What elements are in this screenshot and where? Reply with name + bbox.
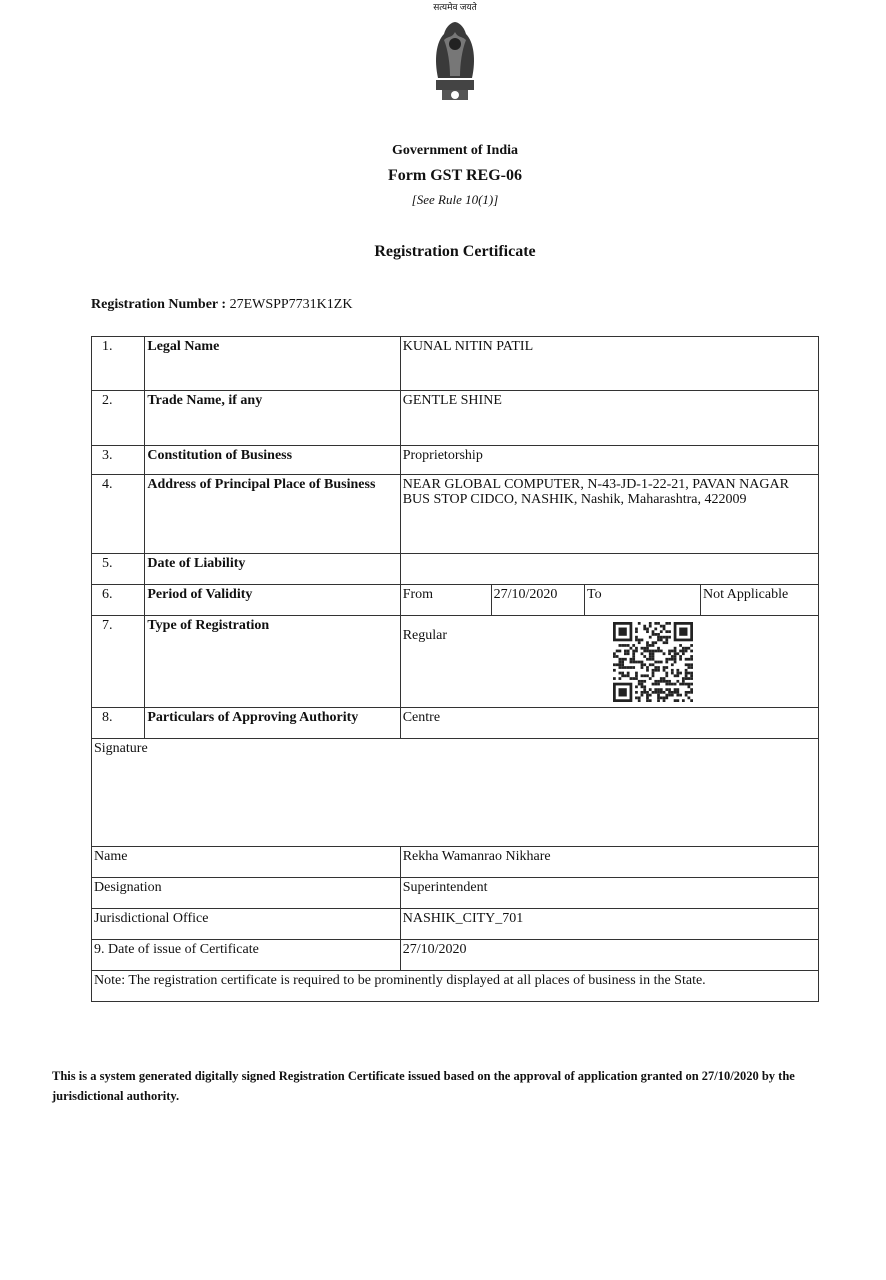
row-number: 5. bbox=[92, 554, 145, 585]
qr-code-icon bbox=[612, 622, 694, 702]
government-heading: Government of India bbox=[392, 143, 518, 158]
signatory-name-label: Name bbox=[92, 847, 401, 878]
certificate-table bbox=[91, 336, 819, 1002]
certificate-title: Registration Certificate bbox=[374, 243, 536, 260]
jurisdictional-office-value: NASHIK_CITY_701 bbox=[400, 909, 818, 940]
row-number: 1. bbox=[92, 337, 145, 391]
validity-label: Period of Validity bbox=[145, 585, 400, 616]
validity-to-label: To bbox=[585, 585, 701, 616]
registration-number-line bbox=[91, 297, 352, 313]
address-value: NEAR GLOBAL COMPUTER, N-43-JD-1-22-21, PAVAN NAGAR BUS STOP CIDCO, NASHIK, Nashik, Maharashtra, 422009 bbox=[400, 475, 818, 554]
table-row bbox=[92, 616, 819, 708]
issue-date-value: 27/10/2020 bbox=[400, 940, 818, 971]
liability-label: Date of Liability bbox=[145, 554, 400, 585]
trade-name-value: GENTLE SHINE bbox=[400, 391, 818, 446]
legal-name-label: Legal Name bbox=[145, 337, 400, 391]
table-row bbox=[92, 940, 819, 971]
note-text: Note: The registration certificate is required to be prominently displayed at all places of business in the State. bbox=[92, 971, 819, 1002]
row-number: 6. bbox=[92, 585, 145, 616]
row-number: 2. bbox=[92, 391, 145, 446]
table-row bbox=[92, 475, 819, 554]
authority-label: Particulars of Approving Authority bbox=[145, 708, 400, 739]
table-row bbox=[92, 971, 819, 1002]
table-row bbox=[92, 391, 819, 446]
authority-value: Centre bbox=[400, 708, 818, 739]
constitution-label: Constitution of Business bbox=[145, 446, 400, 475]
validity-from-value: 27/10/2020 bbox=[491, 585, 584, 616]
row-number: 4. bbox=[92, 475, 145, 554]
issue-date-label: 9. Date of issue of Certificate bbox=[92, 940, 401, 971]
legal-name-value: KUNAL NITIN PATIL bbox=[400, 337, 818, 391]
row-number: 8. bbox=[92, 708, 145, 739]
table-row bbox=[92, 446, 819, 475]
designation-label: Designation bbox=[92, 878, 401, 909]
form-title: Form GST REG-06 bbox=[388, 167, 522, 184]
validity-from-label: From bbox=[400, 585, 491, 616]
address-label: Address of Principal Place of Business bbox=[145, 475, 400, 554]
footer-statement: This is a system generated digitally signed Registration Certificate issued based on the approval of application granted on 27/10/2020 by the jurisdictional authority. bbox=[52, 1069, 795, 1103]
table-row bbox=[92, 337, 819, 391]
designation-value: Superintendent bbox=[400, 878, 818, 909]
motto-text: सत्यमेव जयते bbox=[433, 2, 477, 12]
national-emblem-icon bbox=[424, 20, 486, 106]
registration-number-value: 27EWSPP7731K1ZK bbox=[229, 297, 353, 312]
liability-value bbox=[400, 554, 818, 585]
table-row bbox=[92, 585, 819, 616]
table-row bbox=[92, 708, 819, 739]
table-row bbox=[92, 909, 819, 940]
trade-name-label: Trade Name, if any bbox=[145, 391, 400, 446]
row-number: 3. bbox=[92, 446, 145, 475]
registration-type-label: Type of Registration bbox=[145, 616, 400, 708]
validity-to-value: Not Applicable bbox=[701, 585, 819, 616]
registration-type-value: Regular bbox=[400, 616, 818, 708]
registration-number-label: Registration Number : bbox=[91, 297, 227, 312]
signature-label: Signature bbox=[92, 739, 819, 847]
signatory-name-value: Rekha Wamanrao Nikhare bbox=[400, 847, 818, 878]
table-row bbox=[92, 739, 819, 847]
table-row bbox=[92, 554, 819, 585]
table-row bbox=[92, 878, 819, 909]
jurisdictional-office-label: Jurisdictional Office bbox=[92, 909, 401, 940]
table-row bbox=[92, 847, 819, 878]
rule-reference: [See Rule 10(1)] bbox=[411, 192, 499, 207]
constitution-value: Proprietorship bbox=[400, 446, 818, 475]
row-number: 7. bbox=[92, 616, 145, 708]
